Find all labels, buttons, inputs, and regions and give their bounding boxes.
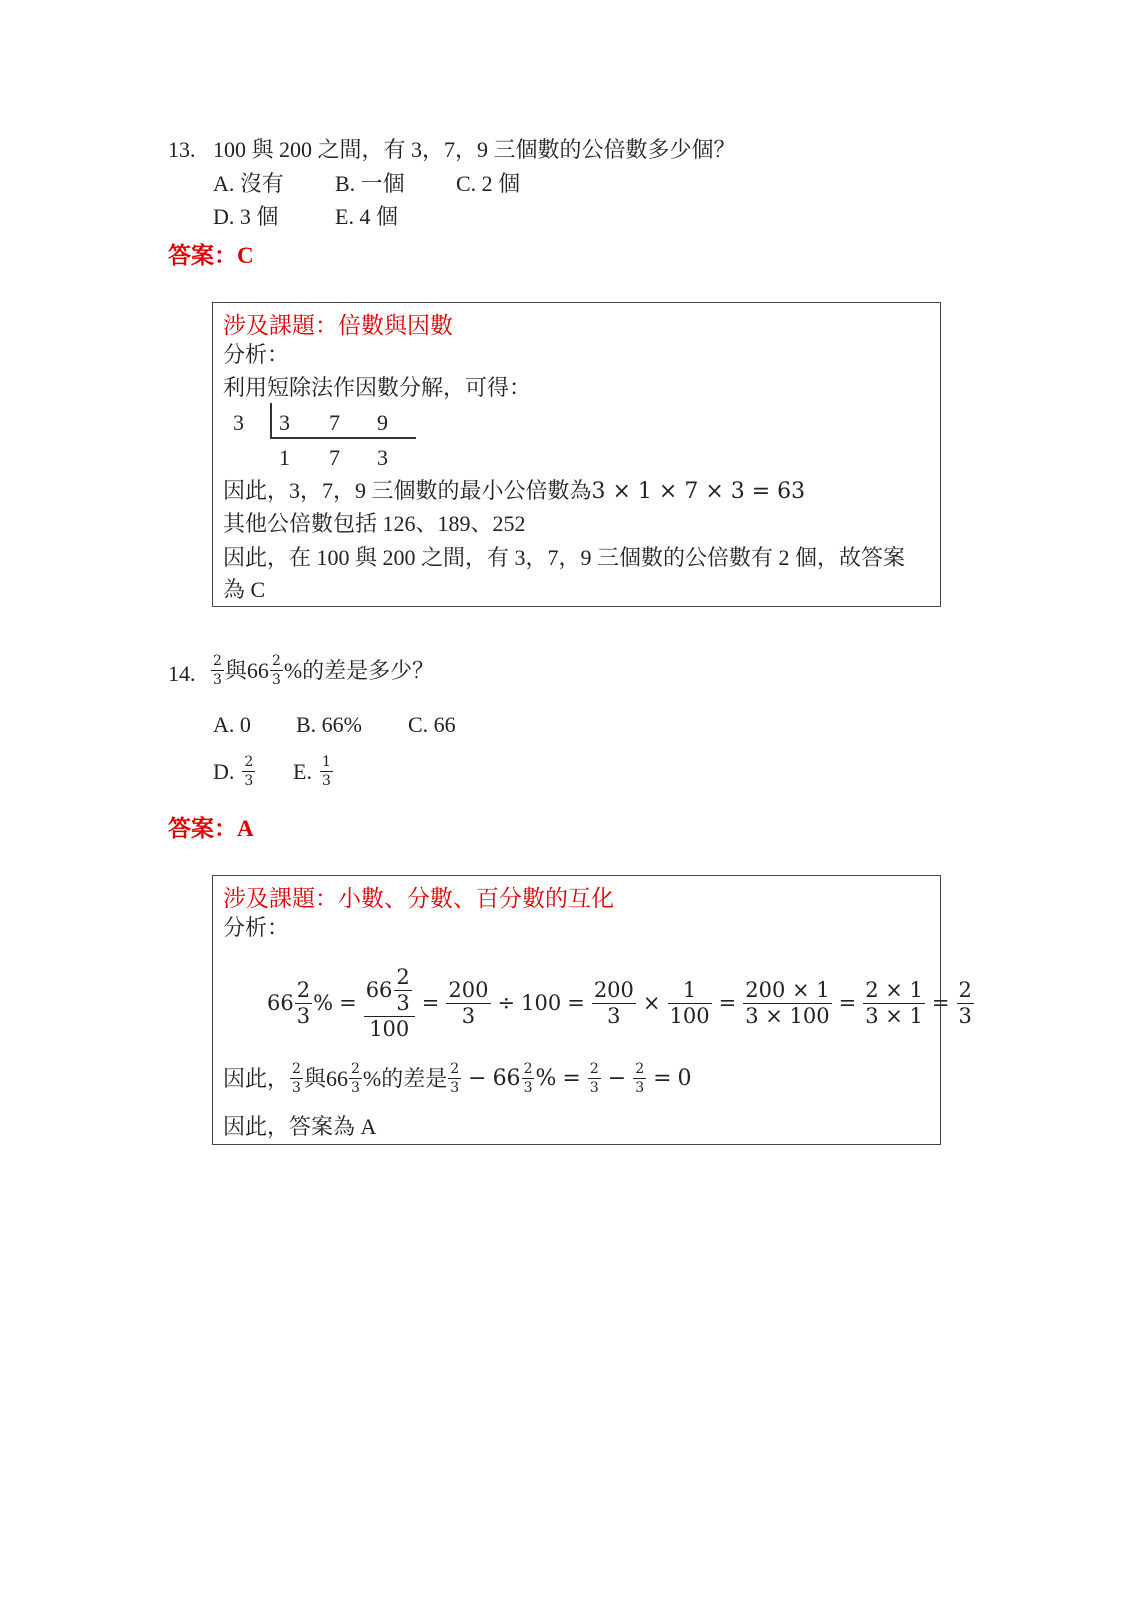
- q13-answer: 答案：C: [168, 243, 254, 268]
- short-division-row1-item: 3: [279, 410, 290, 435]
- short-division-divisor: 3: [233, 410, 244, 435]
- q13-line2-text: 因此，3，7，9 三個數的最小公倍數為: [223, 478, 592, 503]
- question-13-text: 100 與 200 之間，有 3，7，9 三個數的公倍數多少個？: [213, 137, 736, 162]
- q14-option-d-label: D.: [213, 758, 235, 784]
- q13-option-e: E. 4 個: [335, 204, 398, 229]
- q14-conclusion-mid: 與66: [303, 1065, 348, 1091]
- fraction-two-thirds: 2 3: [213, 653, 222, 688]
- short-division-line: [270, 437, 416, 439]
- short-division-row2-item: 7: [329, 445, 340, 470]
- q13-option-c: C. 2 個: [456, 171, 521, 196]
- q14-analysis-label: 分析：: [223, 915, 290, 940]
- q14-option-b: B. 66%: [296, 712, 362, 737]
- q13-topic: 涉及課題：倍數與因數: [223, 313, 453, 338]
- fraction-two-thirds: 2 3: [292, 1061, 301, 1096]
- q14-option-d: [213, 755, 256, 788]
- q13-option-a: A. 沒有: [213, 171, 284, 196]
- q13-analysis-label: 分析：: [223, 342, 290, 367]
- q13-option-d: D. 3 個: [213, 204, 279, 229]
- fraction-two-thirds: $\frac{2}{3}$: [589, 1061, 599, 1096]
- question-14-number: 14.: [168, 661, 196, 686]
- short-division-row1-item: 7: [329, 410, 340, 435]
- fraction-two-thirds: 2 3: [350, 1061, 360, 1096]
- short-division-bar: [270, 403, 272, 437]
- q13-analysis-line3: 其他公倍數包括 126、189、252: [223, 511, 526, 536]
- q13-option-b: B. 一個: [335, 171, 405, 196]
- fraction-two-thirds: 2 3: [271, 653, 281, 688]
- q14-topic: 涉及課題：小數、分數、百分數的互化: [223, 886, 614, 911]
- q14-conclusion-line: 因此， 2 3 與66 2 3 %的差是 2 3 − 66 2 3 % = $\frac{2}{3}$ − $\frac{2}{3}$ = 0: [223, 1061, 692, 1096]
- fraction-two-thirds: 2 3: [523, 1061, 533, 1096]
- q14-option-c: C. 66: [408, 712, 456, 737]
- short-division-row2-item: 1: [279, 445, 290, 470]
- q14-option-e: [293, 755, 334, 788]
- fraction-two-thirds: 2 3: [450, 1061, 460, 1096]
- fraction-two-thirds: 2 3: [244, 754, 254, 789]
- q13-analysis-line1: 利用短除法作因數分解，可得：: [223, 375, 532, 400]
- q13-solution-box: [212, 302, 941, 607]
- q14-option-e-label: E.: [293, 758, 312, 784]
- q14-conversion-equation: 66 2 3 % = 66 2 3 100 = $\frac{200}{3}$ ÷ 100 = $\frac{200}{3}$ × $\frac{1}{100}$ = $\frac{200 \times 1}{3 \times 100}$ = $\frac{2 \times 1}{3 \times 1}$ = $\frac{2}{3}$: [267, 964, 972, 1041]
- question-14-text: [210, 654, 434, 687]
- q14-solution-box: [212, 875, 972, 1145]
- q14-question-mid: 與66: [224, 657, 269, 683]
- q13-analysis-line2: [223, 477, 805, 506]
- fraction-two-thirds: $\frac{2}{3}$: [635, 1061, 645, 1096]
- question-13-number: 13.: [168, 137, 196, 162]
- q14-conclusion-tail: %的差是: [362, 1065, 448, 1091]
- q14-option-a: A. 0: [213, 712, 251, 737]
- q14-question-tail: %的差是多少？: [283, 657, 435, 683]
- q13-analysis-line4: 因此，在 100 與 200 之間，有 3，7，9 三個數的公倍數有 2 個，故答案: [223, 545, 906, 570]
- short-division-row2-item: 3: [377, 445, 388, 470]
- fraction-one-third: 1 3: [321, 754, 331, 789]
- q13-lcm-equation: 3 × 1 × 7 × 3 = 63: [591, 479, 806, 504]
- q13-analysis-line5: 為 C: [223, 577, 266, 602]
- q14-answer: 答案：A: [168, 816, 254, 841]
- short-division-row1-item: 9: [377, 410, 388, 435]
- q14-final-answer-line: 因此，答案為 A: [223, 1114, 377, 1139]
- q14-conclusion-prefix: 因此，: [223, 1065, 290, 1091]
